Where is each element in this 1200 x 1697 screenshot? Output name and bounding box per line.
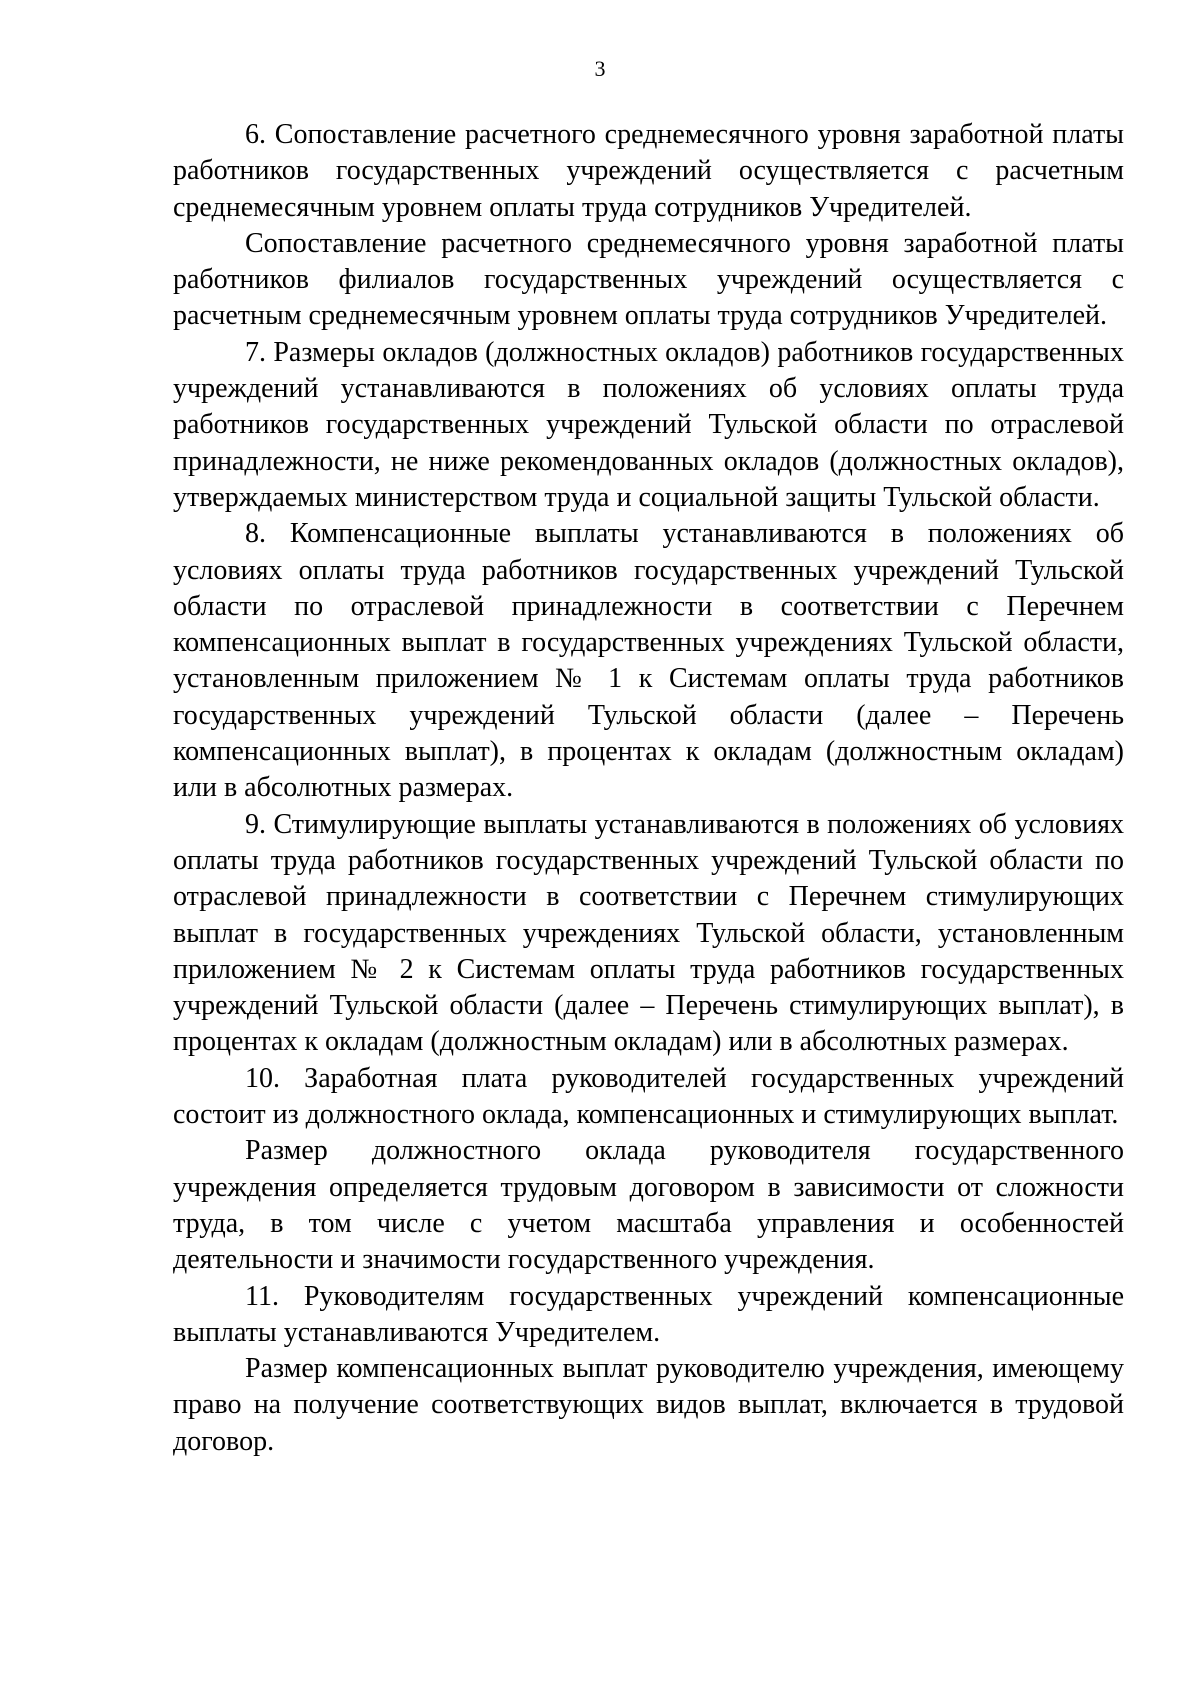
paragraph-11: 11. Руководителям государственных учреждений компенсационные выплаты устанавливаются Учредителем.: [173, 1280, 1124, 1348]
paragraph-6: 6. Сопоставление расчетного среднемесячного уровня заработной платы работников государственных учреждений осуществляется с расчетным среднемесячным уровнем оплаты труда сотрудников Учредителей.: [173, 119, 1124, 223]
paragraph-7: 7. Размеры окладов (должностных окладов) работников государственных учреждений устанавливаются в положениях об условиях оплаты труда работников государственных учреждений Тульской области по отраслевой принадлежности, не ниже рекомендованных окладов (должностных окладов), утверждаемых министерством труда и социальной защиты Тульской области.: [173, 336, 1124, 513]
paragraph-11-compensation-size: Размер компенсационных выплат руководителю учреждения, имеющему право на получение соответствующих видов выплат, включается в трудовой договор.: [173, 1353, 1124, 1457]
paragraph-6-branches: Сопоставление расчетного среднемесячного уровня заработной платы работников филиалов государственных учреждений осуществляется с расчетным среднемесячным уровнем оплаты труда сотрудников Учредителей.: [173, 227, 1124, 332]
page-number: 3: [594, 56, 606, 81]
paragraph-10-salary-size: Размер должностного оклада руководителя государственного учреждения определяется трудовым договором в зависимости от сложности труда, в том числе с учетом масштаба управления и особенностей деятельности и значимости государственного учреждения.: [173, 1135, 1124, 1276]
paragraph-10: 10. Заработная плата руководителей государственных учреждений состоит из должностного оклада, компенсационных и стимулирующих выплат.: [173, 1062, 1124, 1131]
document-body: [173, 117, 1124, 1460]
paragraph-9: 9. Стимулирующие выплаты устанавливаются в положениях об условиях оплаты труда работников государственных учреждений Тульской области по отраслевой принадлежности в соответствии с Перечнем стимулирующих выплат в государственных учреждениях Тульской области, установленным приложением № 2 к Системам оплаты труда работников государственных учреждений Тульской области (далее – Перечень стимулирующих выплат), в процентах к окладам (должностным окладам) или в абсолютных размерах.: [173, 808, 1124, 1058]
paragraph-8: 8. Компенсационные выплаты устанавливаются в положениях об условиях оплаты труда работников государственных учреждений Тульской области по отраслевой принадлежности в соответствии с Перечнем компенсационных выплат в государственных учреждениях Тульской области, установленным приложением № 1 к Системам оплаты труда работников государственных учреждений Тульской области (далее – Перечень компенсационных выплат), в процентах к окладам (должностным окладам) или в абсолютных размерах.: [173, 518, 1124, 804]
